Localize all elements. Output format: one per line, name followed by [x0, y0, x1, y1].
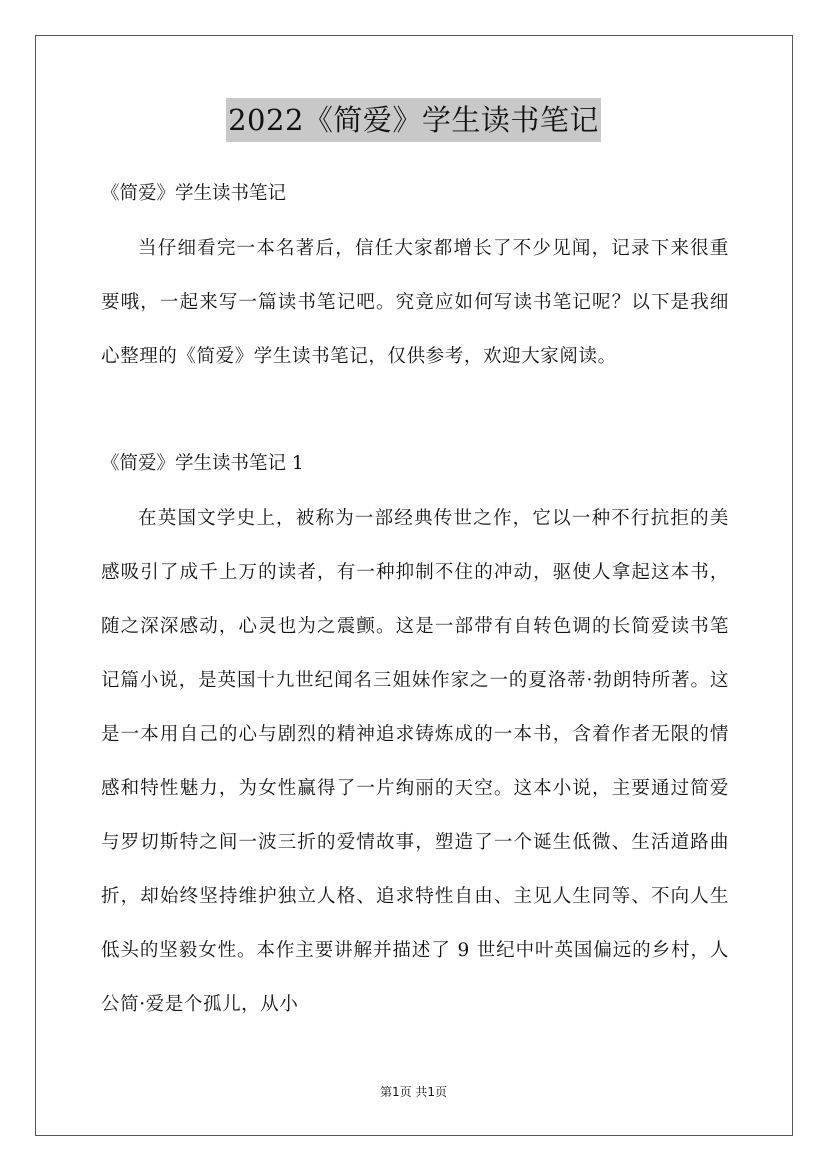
intro-section	[101, 222, 729, 384]
title-container	[0, 98, 827, 142]
document-title: 2022《简爱》学生读书笔记	[226, 98, 601, 142]
page-footer: 第1页 共1页	[379, 1085, 448, 1099]
document-subheading: 《简爱》学生读书笔记	[101, 183, 287, 204]
section-1-paragraph: 在英国文学史上，被称为一部经典传世之作，它以一种不行抗拒的美感吸引了成千上万的读者，有一种抑制不住的冲动，驱使人拿起这本书，随之深深感动，心灵也为之震颤。这是一部带有自转色调的长简爱读书笔记篇小说，是英国十九世纪闻名三姐妹作家之一的夏洛蒂·勃朗特所著。这是一本用自己的心与剧烈的精神追求铸炼成的一本书，含着作者无限的情感和特性魅力，为女性赢得了一片绚丽的天空。这本小说，主要通过简爱与罗切斯特之间一波三折的爱情故事，塑造了一个诞生低微、生活道路曲折，却始终坚持维护独立人格、追求特性自由、主见人生同等、不向人生低头的坚毅女性。本作主要讲解并描述了 9 世纪中叶英国偏远的乡村，人公简·爱是个孤儿，从小	[101, 508, 729, 1015]
intro-paragraph: 当仔细看完一本名著后，信任大家都增长了不少见闻，记录下来很重要哦，一起来写一篇读书笔记吧。究竟应如何写读书笔记呢？以下是我细心整理的《简爱》学生读书笔记，仅供参考，欢迎大家阅读。	[101, 238, 729, 367]
section-1-heading: 《简爱》学生读书笔记 1	[101, 453, 304, 474]
section-1-body	[101, 492, 729, 1032]
